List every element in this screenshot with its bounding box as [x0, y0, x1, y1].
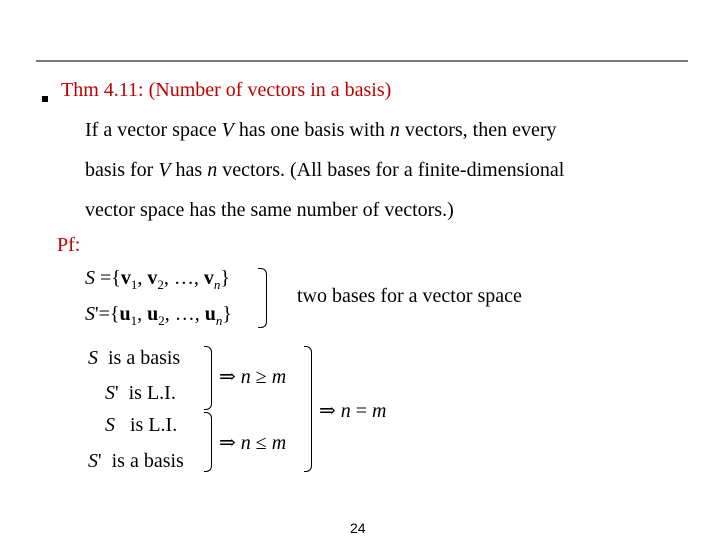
implication-row-1: S is a basis — [88, 347, 181, 369]
set-note: two bases for a vector space — [297, 285, 522, 307]
header-rule — [36, 60, 688, 62]
implication-row-4: S' is a basis — [88, 450, 184, 472]
basis-set-S-prime: $S'=\{u_1$, $u_2$, …, $u_n$} — [85, 303, 232, 328]
conclusion-n-eq-m: ⇒ n = m — [319, 400, 387, 422]
proof-label: Pf: — [57, 234, 81, 256]
brace-outer — [304, 346, 312, 472]
result-n-leq-m: ⇒ n ≤ m — [219, 432, 287, 454]
basis-set-S: $S =\{v_1$, $v_2$, …, $v_n$} — [85, 267, 230, 292]
implication-row-2: S' is L.I. — [105, 382, 176, 404]
brace-upper — [204, 346, 212, 410]
theorem-title: Thm 4.11: (Number of vectors in a basis) — [61, 79, 392, 101]
statement-line-1: If a vector space V has one basis with n vectors, then every — [85, 119, 557, 141]
result-n-geq-m: ⇒ n ≥ m — [219, 366, 287, 388]
page-number: 24 — [350, 520, 366, 536]
set-brace — [258, 268, 267, 328]
brace-lower — [204, 412, 212, 472]
bullet-icon — [42, 96, 48, 102]
statement-line-2: basis for V has n vectors. (All bases for a finite-dimensional — [85, 159, 565, 181]
statement-line-3: vector space has the same number of vectors.) — [85, 199, 454, 221]
implication-row-3: S is L.I. — [105, 414, 178, 436]
